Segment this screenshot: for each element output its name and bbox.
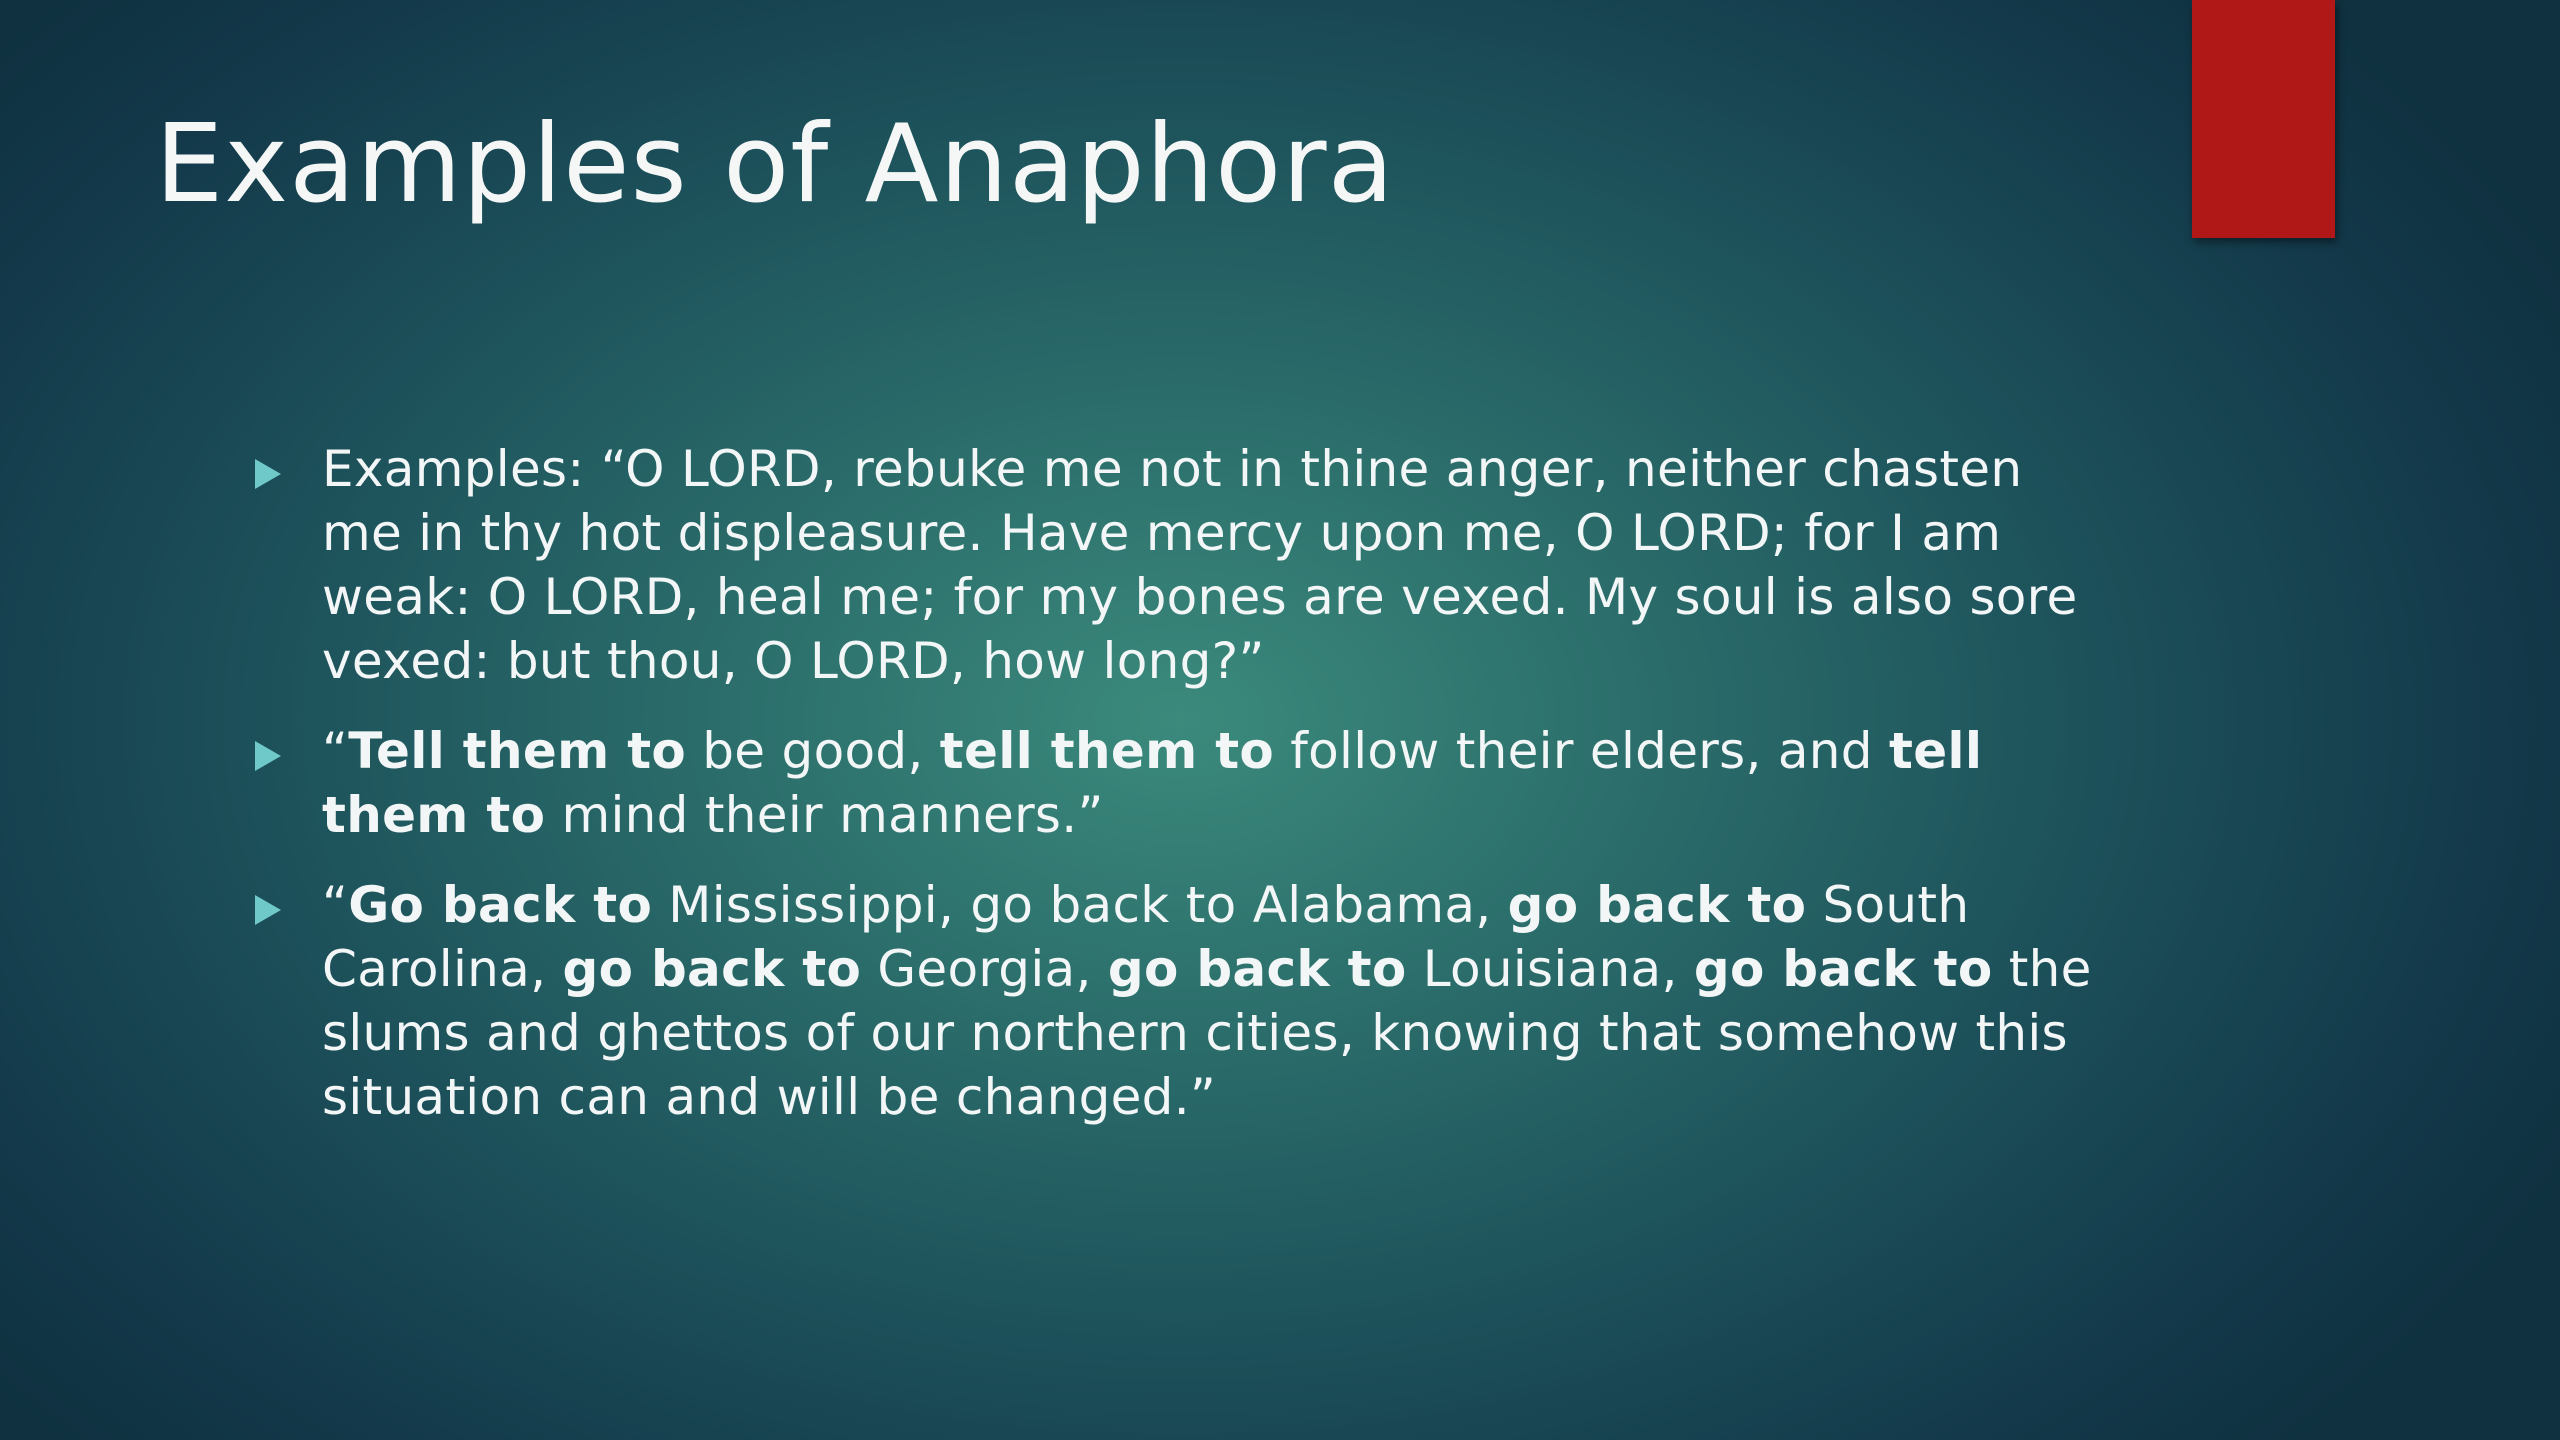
bullet-segment: the slums and ghettos of our northern cities, knowing that somehow this situation can and will be changed.” bbox=[322, 940, 2092, 1126]
bullet-text bbox=[322, 437, 2112, 693]
bullet-text bbox=[322, 719, 2112, 847]
bullet-segment: “ bbox=[322, 722, 349, 780]
bullet-emphasis: Go back to bbox=[348, 876, 653, 934]
bullet-emphasis: go back to bbox=[562, 940, 862, 998]
bullet-segment: Georgia, bbox=[861, 940, 1108, 998]
bullet-emphasis: Tell them to bbox=[348, 722, 687, 780]
bullet-segment: South Carolina, bbox=[322, 876, 1970, 998]
bullet-emphasis: go back to bbox=[1107, 940, 1407, 998]
bullet-emphasis: go back to bbox=[1693, 940, 1993, 998]
bullet-item bbox=[252, 437, 2112, 693]
bullet-emphasis: go back to bbox=[1507, 876, 1807, 934]
bullet-segment: mind their manners.” bbox=[545, 786, 1104, 844]
bullet-segment: Mississippi, go back to Alabama, bbox=[652, 876, 1508, 934]
bullet-emphasis: tell them to bbox=[322, 722, 1983, 844]
bullet-item bbox=[252, 719, 2112, 847]
accent-bar bbox=[2192, 0, 2335, 238]
bullet-segment: follow their elders, and bbox=[1274, 722, 1890, 780]
bullet-list bbox=[252, 437, 2112, 1155]
bullet-emphasis: tell them to bbox=[939, 722, 1275, 780]
bullet-item bbox=[252, 873, 2112, 1129]
triangle-right-icon bbox=[255, 741, 281, 771]
slide-title: Examples of Anaphora bbox=[155, 102, 1395, 227]
bullet-segment: Louisiana, bbox=[1406, 940, 1694, 998]
bullet-text bbox=[322, 873, 2112, 1129]
bullet-segment: be good, bbox=[686, 722, 940, 780]
bullet-segment: Examples: “O LORD, rebuke me not in thine anger, neither chasten me in thy hot displeasure. Have mercy upon me, O LORD; for I am weak: O LORD, heal me; for my bones are vexed. My soul is also sore vexed: but thou, O LORD, how long?” bbox=[322, 440, 2078, 690]
triangle-right-icon bbox=[255, 459, 281, 489]
bullet-segment: “ bbox=[322, 876, 349, 934]
triangle-right-icon bbox=[255, 895, 281, 925]
